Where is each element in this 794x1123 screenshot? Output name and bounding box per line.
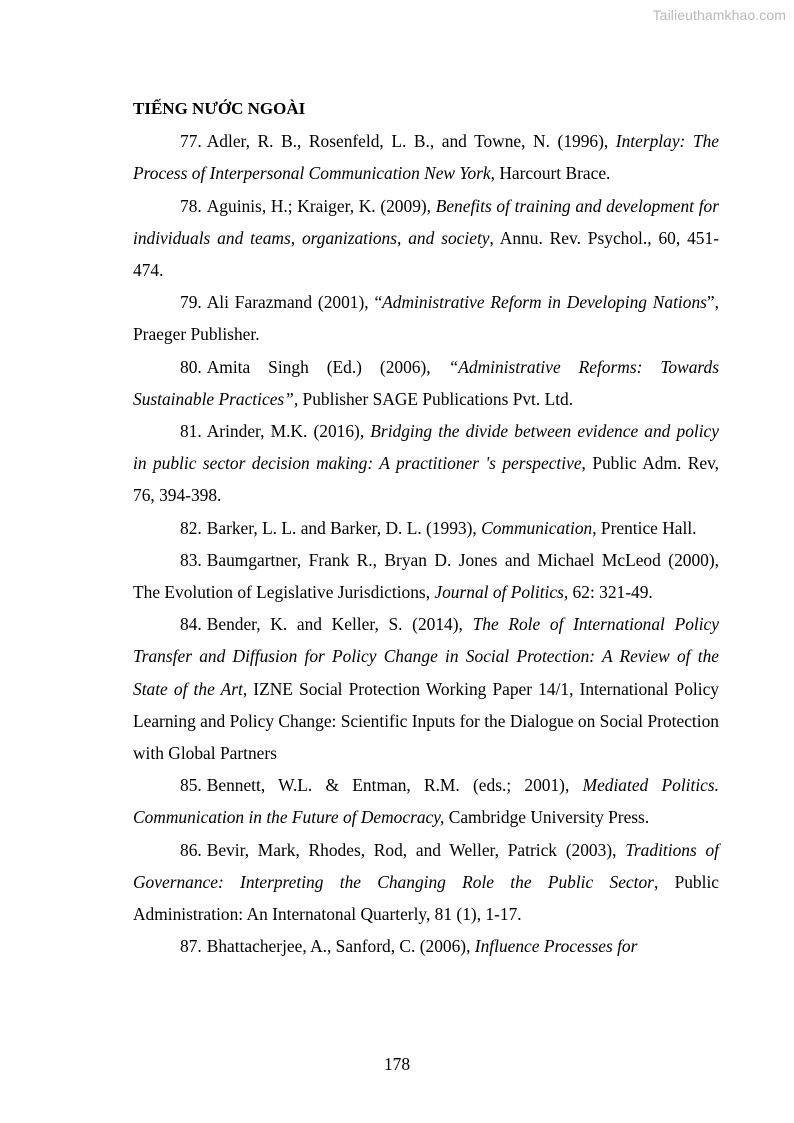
reference-text: , Public Adm. Rev, 76, 394-398. [133, 453, 719, 506]
reference-title: Mediated Politics. Communication in the Future of Democracy, [133, 775, 719, 828]
reference-number: 78. [180, 195, 202, 216]
reference-title: Interplay: The Process of Interpersonal Communication New York [133, 131, 719, 184]
page-number: 178 [383, 1054, 411, 1074]
reference-title: Influence Processes for [474, 936, 638, 957]
reference-text: Arinder, M.K. (2016), [206, 421, 371, 442]
reference-title: Administrative Reform in Developing Nations [382, 292, 707, 313]
reference-text: Ali Farazmand (2001), “ [206, 292, 383, 313]
reference-entry [133, 415, 719, 512]
reference-entry [133, 608, 719, 769]
section-heading: TIẾNG NƯỚC NGOÀI [133, 99, 306, 118]
watermark: Tailieuthamkhao.com [652, 7, 786, 23]
reference-text: Cambridge University Press. [444, 807, 650, 828]
reference-text: Bender, K. and Keller, S. (2014), [206, 614, 473, 635]
reference-title: Journal of Politics, [434, 582, 569, 603]
reference-text: 62: 321-49. [568, 582, 653, 603]
reference-number: 80. [180, 356, 202, 377]
reference-number: 77. [180, 131, 202, 152]
reference-number: 83. [180, 549, 202, 570]
reference-text: Adler, R. B., Rosenfeld, L. B., and Towne, N. (1996), [206, 131, 616, 152]
reference-text: , Public Administration: An Internatonal Quarterly, 81 (1), 1-17. [133, 871, 720, 925]
reference-text: Barker, L. L. and Barker, D. L. (1993), [206, 517, 482, 538]
reference-text: Aguinis, H.; Kraiger, K. (2009), [206, 195, 436, 216]
reference-number: 85. [180, 775, 202, 796]
reference-text: ”, Praeger Publisher. [133, 292, 719, 345]
reference-text: Baumgartner, Frank R., Bryan D. Jones and Michael McLeod (2000), The Evolution of Legislative Jurisdictions, [133, 549, 719, 603]
reference-title: Traditions of Governance: Interpreting the Changing Role the Public Sector [133, 839, 719, 892]
reference-text: Amita Singh (Ed.) (2006), [206, 356, 449, 377]
reference-number: 84. [180, 614, 202, 635]
reference-text: Bevir, Mark, Rhodes, Rod, and Weller, Patrick (2003), [206, 839, 626, 860]
reference-entry [133, 512, 719, 544]
reference-number: 82. [180, 517, 202, 538]
reference-text: , Annu. Rev. Psychol., 60, 451-474. [133, 227, 719, 281]
reference-text: Bhattacherjee, A., Sanford, C. (2006), [206, 936, 475, 957]
reference-title: Bridging the divide between evidence and policy in public sector decision making: A practitioner 's perspective [133, 421, 719, 474]
reference-number: 79. [180, 292, 202, 313]
reference-number: 87. [180, 936, 202, 957]
reference-text: Publisher SAGE Publications Pvt. Ltd. [298, 388, 574, 409]
reference-number: 81. [180, 421, 202, 442]
reference-title: Benefits of training and development for individuals and teams, organizations, and society [133, 195, 719, 248]
reference-title: The Role of International Policy Transfer and Diffusion for Policy Change in Social Protection: A Review of the State of the Art [133, 614, 719, 699]
reference-title: “Administrative Reforms: Towards Sustainable Practices”, [133, 356, 719, 409]
reference-entry [133, 190, 719, 287]
reference-entry [133, 769, 719, 833]
reference-text: Bennett, W.L. & Entman, R.M. (eds.; 2001), [206, 775, 583, 796]
reference-list [133, 93, 719, 962]
reference-title: Communication [481, 517, 593, 538]
reference-entry [133, 125, 719, 189]
reference-entry [133, 834, 719, 931]
references-container [133, 125, 719, 962]
reference-entry [133, 544, 719, 608]
reference-entry [133, 351, 719, 415]
reference-text: , Harcourt Brace. [490, 163, 611, 184]
reference-entry [133, 930, 719, 962]
reference-text: , IZNE Social Protection Working Paper 14/1, International Policy Learning and Policy Change: Scientific Inputs for the Dialogue on Social Protection with Global Partners [133, 678, 719, 764]
reference-text: , Prentice Hall. [592, 517, 697, 538]
reference-entry [133, 286, 719, 350]
reference-number: 86. [180, 839, 202, 860]
